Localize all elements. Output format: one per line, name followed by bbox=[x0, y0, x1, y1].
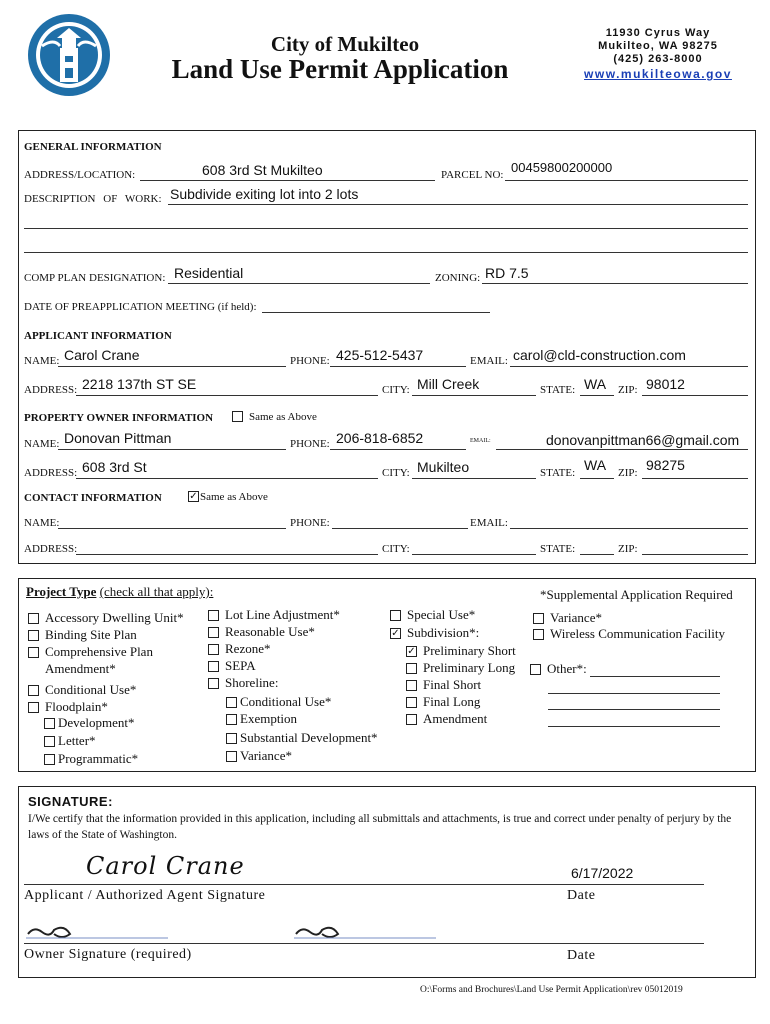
option-shoreline-exemption[interactable] bbox=[226, 711, 297, 727]
contact-state-field[interactable] bbox=[580, 554, 614, 555]
other-field-line-2[interactable] bbox=[548, 693, 720, 694]
city-name: City of Mukilteo bbox=[270, 32, 420, 56]
option-label: Comprehensive Plan bbox=[45, 644, 153, 659]
contact-same-label: Same as Above bbox=[200, 491, 268, 503]
option-binding-site-plan[interactable] bbox=[28, 627, 137, 643]
checkbox-icon bbox=[28, 702, 39, 713]
certification-text: I/We certify that the information provided in this application, including all submittals and attachments, is true and correct under penalty of perjury by the laws of the State of Washington. bbox=[28, 813, 732, 841]
option-label: Rezone* bbox=[225, 641, 271, 656]
general-heading: GENERAL INFORMATION bbox=[24, 141, 162, 153]
checkbox-icon bbox=[44, 754, 55, 765]
option-conditional-use[interactable] bbox=[28, 682, 136, 698]
checkbox-icon bbox=[208, 644, 219, 655]
option-wireless[interactable] bbox=[533, 626, 725, 642]
applicant-date[interactable]: 6/17/2022 bbox=[571, 865, 634, 881]
description-field[interactable]: Subdivide exiting lot into 2 lots bbox=[170, 186, 359, 202]
contact-city-field[interactable] bbox=[412, 554, 536, 555]
checkbox-icon bbox=[44, 736, 55, 747]
checkbox-icon bbox=[533, 613, 544, 624]
applicant-signature-label: Applicant / Authorized Agent Signature bbox=[24, 888, 266, 903]
owner-same-checkbox[interactable] bbox=[232, 411, 317, 423]
option-label: Conditional Use* bbox=[240, 694, 332, 709]
checkbox-icon bbox=[208, 610, 219, 621]
option-final-long[interactable] bbox=[406, 694, 480, 710]
applicant-phone-label: PHONE: bbox=[290, 355, 330, 367]
option-label: Lot Line Adjustment* bbox=[225, 607, 340, 622]
project-type-heading bbox=[26, 584, 213, 600]
checkbox-icon bbox=[226, 697, 237, 708]
checkbox-icon bbox=[208, 661, 219, 672]
option-reasonable-use[interactable] bbox=[208, 624, 315, 640]
other-field[interactable] bbox=[590, 676, 720, 677]
owner-date-label: Date bbox=[567, 948, 596, 963]
applicant-city-label: CITY: bbox=[382, 384, 410, 396]
contact-name-field[interactable] bbox=[58, 528, 286, 529]
option-preliminary-short[interactable] bbox=[406, 643, 516, 659]
comp-plan-label: COMP PLAN DESIGNATION: bbox=[24, 272, 166, 284]
checkbox-icon bbox=[226, 751, 237, 762]
option-shoreline[interactable] bbox=[208, 675, 278, 691]
owner-city-field[interactable]: Mukilteo bbox=[417, 459, 470, 475]
option-sepa[interactable] bbox=[208, 658, 256, 674]
checkbox-icon bbox=[226, 714, 237, 725]
owner-address-field[interactable]: 608 3rd St bbox=[82, 459, 147, 475]
option-floodplain-letter[interactable] bbox=[44, 733, 96, 749]
applicant-email-label: EMAIL: bbox=[470, 355, 508, 367]
option-label: Letter* bbox=[58, 733, 96, 748]
option-accessory-dwelling[interactable] bbox=[28, 610, 184, 626]
owner-city-label: CITY: bbox=[382, 467, 410, 479]
option-lot-line-adjustment[interactable] bbox=[208, 607, 340, 623]
option-label: Other*: bbox=[547, 661, 587, 676]
checkbox-icon bbox=[406, 697, 417, 708]
option-rezone[interactable] bbox=[208, 641, 270, 657]
checkbox-icon bbox=[530, 664, 541, 675]
address-field[interactable]: 608 3rd St Mukilteo bbox=[202, 162, 323, 178]
option-shoreline-substantial[interactable] bbox=[226, 730, 378, 746]
option-label: Preliminary Short bbox=[423, 643, 516, 658]
signature-heading: SIGNATURE: bbox=[28, 794, 113, 809]
contact-name-label: NAME: bbox=[24, 517, 60, 529]
applicant-state-field[interactable]: WA bbox=[584, 376, 607, 392]
option-label: Special Use* bbox=[407, 607, 476, 622]
option-label: Accessory Dwelling Unit* bbox=[45, 610, 184, 625]
checkbox-icon bbox=[406, 714, 417, 725]
owner-signature-label: Owner Signature (required) bbox=[24, 947, 192, 962]
checkbox-icon bbox=[28, 685, 39, 696]
option-label: Final Short bbox=[423, 677, 482, 692]
option-subdivision[interactable] bbox=[390, 625, 479, 641]
option-floodplain-development[interactable] bbox=[44, 715, 135, 731]
option-label: Exemption bbox=[240, 711, 298, 726]
checkbox-icon bbox=[406, 663, 417, 674]
option-label: Variance* bbox=[240, 748, 292, 763]
checkbox-checked-icon: ✓ bbox=[189, 490, 198, 502]
checkbox-icon bbox=[406, 680, 417, 691]
applicant-city-field[interactable]: Mill Creek bbox=[417, 376, 480, 392]
checkbox-checked-icon: ✓ bbox=[407, 645, 416, 657]
checkbox-icon bbox=[28, 613, 39, 624]
applicant-zip-field[interactable]: 98012 bbox=[646, 376, 685, 392]
applicant-name-field[interactable]: Carol Crane bbox=[64, 347, 140, 363]
applicant-date-label: Date bbox=[567, 888, 596, 903]
option-label: Final Long bbox=[423, 694, 481, 709]
checkbox-checked-icon: ✓ bbox=[391, 627, 400, 639]
option-label: SEPA bbox=[225, 658, 256, 673]
checkbox-icon bbox=[208, 678, 219, 689]
owner-state-field[interactable]: WA bbox=[584, 457, 607, 473]
contact-same-checkbox[interactable] bbox=[188, 491, 268, 503]
option-label: Conditional Use* bbox=[45, 682, 137, 697]
applicant-address-field[interactable]: 2218 137th ST SE bbox=[82, 376, 197, 392]
applicant-heading: APPLICANT INFORMATION bbox=[24, 330, 172, 342]
option-label: Wireless Communication Facility bbox=[550, 626, 725, 641]
option-shoreline-variance[interactable] bbox=[226, 748, 292, 764]
owner-name-label: NAME: bbox=[24, 438, 60, 450]
city-logo bbox=[26, 12, 112, 98]
owner-email-field[interactable]: donovanpittman66@gmail.com bbox=[546, 432, 740, 448]
contact-heading: CONTACT INFORMATION bbox=[24, 492, 162, 504]
checkbox-icon bbox=[208, 627, 219, 638]
zoning-label: ZONING: bbox=[435, 272, 481, 284]
form-title: Land Use Permit Application bbox=[171, 54, 509, 84]
owner-zip-label: ZIP: bbox=[618, 467, 638, 479]
applicant-phone-field[interactable]: 425-512-5437 bbox=[336, 347, 424, 363]
option-label: Variance* bbox=[550, 610, 602, 625]
preapp-label: DATE OF PREAPPLICATION MEETING (if held): bbox=[24, 301, 257, 313]
option-label: Programmatic* bbox=[58, 751, 139, 766]
owner-phone-label: PHONE: bbox=[290, 438, 330, 450]
contact-address-label: ADDRESS: bbox=[24, 543, 78, 555]
option-other[interactable] bbox=[530, 661, 587, 677]
contact-zip-label: ZIP: bbox=[618, 543, 638, 555]
other-field-line-4[interactable] bbox=[548, 726, 720, 727]
option-label: Reasonable Use* bbox=[225, 624, 315, 639]
other-field-line-3[interactable] bbox=[548, 709, 720, 710]
owner-zip-field[interactable]: 98275 bbox=[646, 457, 685, 473]
checkbox-icon bbox=[28, 647, 39, 658]
option-floodplain-programmatic[interactable] bbox=[44, 751, 138, 767]
option-label: Binding Site Plan bbox=[45, 627, 137, 642]
contact-address-field[interactable] bbox=[76, 554, 378, 555]
contact-phone-label: PHONE: bbox=[290, 517, 330, 529]
checkbox-icon bbox=[232, 411, 243, 422]
option-label: Development* bbox=[58, 715, 135, 730]
website-link[interactable]: www.mukilteowa.gov bbox=[584, 67, 732, 81]
option-label: Amendment bbox=[423, 711, 488, 726]
project-type-note: (check all that apply): bbox=[99, 584, 214, 599]
option-amendment[interactable] bbox=[406, 711, 487, 727]
office-citystate: Mukilteo, WA 98275 bbox=[598, 40, 718, 52]
option-shoreline-conditional-use[interactable] bbox=[226, 694, 331, 710]
option-label: Substantial Development* bbox=[240, 730, 378, 745]
applicant-state-label: STATE: bbox=[540, 384, 576, 396]
project-type-section bbox=[18, 578, 756, 772]
owner-name-field[interactable]: Donovan Pittman bbox=[64, 430, 172, 446]
office-address: 11930 Cyrus Way bbox=[605, 27, 711, 39]
applicant-email-field[interactable]: carol@cld-construction.com bbox=[513, 347, 686, 363]
applicant-address-label: ADDRESS: bbox=[24, 384, 78, 396]
contact-city-label: CITY: bbox=[382, 543, 410, 555]
address-label: ADDRESS/LOCATION: bbox=[24, 169, 136, 181]
preapp-field[interactable] bbox=[262, 312, 490, 313]
applicant-name-label: NAME: bbox=[24, 355, 60, 367]
footer-path: O:\Forms and Brochures\Land Use Permit Application\rev 05012019 bbox=[420, 985, 683, 995]
project-type-title: Project Type bbox=[26, 584, 97, 599]
parcel-field[interactable]: 00459800200000 bbox=[511, 160, 613, 175]
option-label: Preliminary Long bbox=[423, 660, 516, 675]
applicant-signature[interactable]: Carol Crane bbox=[86, 852, 245, 880]
owner-same-label: Same as Above bbox=[249, 411, 317, 423]
applicant-zip-label: ZIP: bbox=[618, 384, 638, 396]
option-final-short[interactable] bbox=[406, 677, 481, 693]
parcel-label: PARCEL NO: bbox=[441, 169, 504, 181]
supplemental-note: *Supplemental Application Required bbox=[540, 587, 733, 602]
owner-address-label: ADDRESS: bbox=[24, 467, 78, 479]
checkbox-icon bbox=[390, 610, 401, 621]
owner-state-label: STATE: bbox=[540, 467, 576, 479]
option-variance[interactable] bbox=[533, 610, 602, 626]
option-label: Floodplain* bbox=[45, 699, 108, 714]
checkbox-icon bbox=[226, 733, 237, 744]
option-label: Subdivision*: bbox=[407, 625, 480, 640]
contact-email-field[interactable] bbox=[510, 528, 748, 529]
option-special-use[interactable] bbox=[390, 607, 475, 623]
owner-heading: PROPERTY OWNER INFORMATION bbox=[24, 412, 214, 424]
owner-signature-mark-2[interactable] bbox=[292, 922, 437, 951]
comp-plan-field[interactable]: Residential bbox=[174, 265, 244, 281]
office-phone: (425) 263-8000 bbox=[613, 53, 703, 65]
option-floodplain[interactable] bbox=[28, 699, 108, 715]
checkbox-icon bbox=[533, 629, 544, 640]
checkbox-icon bbox=[44, 718, 55, 729]
option-label: Shoreline: bbox=[225, 675, 279, 690]
contact-state-label: STATE: bbox=[540, 543, 576, 555]
option-comprehensive-plan[interactable] bbox=[28, 644, 153, 660]
contact-email-label: EMAIL: bbox=[470, 517, 508, 529]
zoning-field[interactable]: RD 7.5 bbox=[485, 265, 529, 281]
contact-phone-field[interactable] bbox=[332, 528, 468, 529]
owner-email-label: EMAIL: bbox=[470, 438, 491, 444]
option-preliminary-long[interactable] bbox=[406, 660, 515, 676]
owner-phone-field[interactable]: 206-818-6852 bbox=[336, 430, 424, 446]
option-comprehensive-plan-cont: Amendment* bbox=[45, 661, 116, 676]
description-label: DESCRIPTION OF WORK: bbox=[24, 193, 162, 205]
contact-zip-field[interactable] bbox=[642, 554, 748, 555]
checkbox-icon bbox=[28, 630, 39, 641]
